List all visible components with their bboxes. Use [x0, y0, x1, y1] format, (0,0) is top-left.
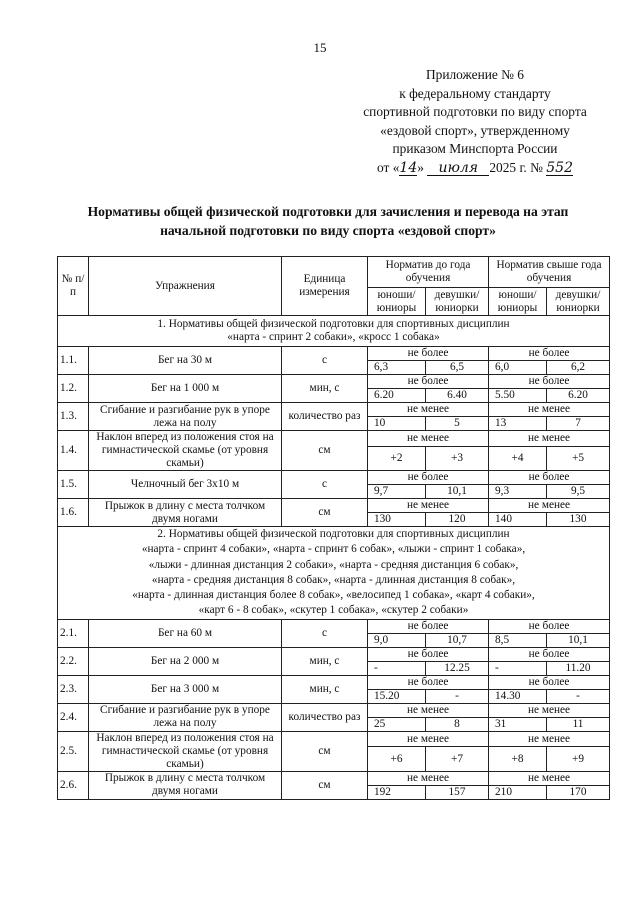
section-title-line: «нарта - длинная дистанция более 8 собак», «велосипед 1 собака», «карт 4 собаки»,	[132, 589, 535, 602]
unit-cell: см	[282, 431, 368, 471]
value-cell: -	[547, 689, 610, 703]
section-title-line: 1. Нормативы общей физической подготовки для спортивных дисциплин	[157, 318, 510, 330]
value-cell: 11.20	[547, 661, 610, 675]
exercise-name: Бег на 2 000 м	[89, 647, 282, 675]
value-cell: 7	[547, 417, 610, 431]
value-cell: 192	[368, 785, 426, 799]
condition-up-to-year: не более	[368, 619, 489, 633]
table-row	[58, 675, 610, 689]
page-number: 15	[313, 40, 327, 55]
unit-cell: с	[282, 347, 368, 375]
exercise-name: Наклон вперед из положения стоя на гимнастической скамье (от уровня скамьи)	[89, 431, 282, 471]
table-row	[58, 403, 610, 417]
table-row	[58, 375, 610, 389]
row-number: 2.5.	[58, 731, 89, 771]
condition-over-year: не более	[489, 619, 610, 633]
value-cell: 11	[547, 717, 610, 731]
table-row	[58, 771, 610, 785]
row-number: 2.1.	[58, 619, 89, 647]
table-row	[58, 471, 610, 485]
condition-up-to-year: не менее	[368, 431, 489, 447]
appendix-line: спортивной подготовки по виду спорта	[363, 104, 587, 120]
value-cell: 10	[368, 417, 426, 431]
header-boys: юноши/ юниоры	[489, 288, 547, 316]
value-cell: +9	[547, 747, 610, 771]
row-number: 2.4.	[58, 703, 89, 731]
value-cell: 210	[489, 785, 547, 799]
condition-up-to-year: не более	[368, 375, 489, 389]
handwritten-month: июля	[427, 161, 489, 176]
condition-over-year: не менее	[489, 731, 610, 747]
condition-over-year: не менее	[489, 703, 610, 717]
appendix-block	[330, 66, 620, 178]
row-number: 1.4.	[58, 431, 89, 471]
row-number: 1.2.	[58, 375, 89, 403]
order-year: 2025 г. №	[489, 159, 543, 175]
value-cell: 170	[547, 785, 610, 799]
condition-over-year: не менее	[489, 431, 610, 447]
condition-up-to-year: не менее	[368, 703, 489, 717]
condition-over-year: не менее	[489, 499, 610, 513]
header-up-to-year: Норматив до года обучения	[368, 257, 489, 288]
table-header-row	[58, 257, 610, 288]
table-row	[58, 619, 610, 633]
section-title	[58, 316, 610, 347]
section-title-line: «лыжи - длинная дистанция 2 собаки», «нарта - средняя дистанция 6 собак»,	[148, 558, 519, 571]
value-cell: 10,1	[426, 485, 489, 499]
value-cell: 130	[547, 513, 610, 527]
exercise-name: Наклон вперед из положения стоя на гимнастической скамье (от уровня скамьи)	[89, 731, 282, 771]
value-cell: 120	[426, 513, 489, 527]
section-title-line: 2. Нормативы общей физической подготовки для спортивных дисциплин	[157, 528, 510, 540]
value-cell: +6	[368, 747, 426, 771]
value-cell: 140	[489, 513, 547, 527]
value-cell: 5	[426, 417, 489, 431]
condition-up-to-year: не менее	[368, 403, 489, 417]
row-number: 2.2.	[58, 647, 89, 675]
value-cell: -	[489, 661, 547, 675]
document-title	[40, 202, 616, 240]
row-number: 2.3.	[58, 675, 89, 703]
table-row	[58, 731, 610, 747]
value-cell: +5	[547, 446, 610, 470]
exercise-name: Сгибание и разгибание рук в упоре лежа на полу	[89, 703, 282, 731]
value-cell: 25	[368, 717, 426, 731]
exercise-name: Бег на 3 000 м	[89, 675, 282, 703]
value-cell: 9,7	[368, 485, 426, 499]
unit-cell: мин, с	[282, 675, 368, 703]
row-number: 1.1.	[58, 347, 89, 375]
section-header-row	[58, 527, 610, 620]
exercise-name: Прыжок в длину с места толчком двумя ногами	[89, 499, 282, 527]
value-cell: 15.20	[368, 689, 426, 703]
condition-over-year: не более	[489, 647, 610, 661]
date-mid: »	[417, 159, 424, 175]
condition-up-to-year: не более	[368, 471, 489, 485]
value-cell: +7	[426, 747, 489, 771]
unit-cell: с	[282, 619, 368, 647]
section-title-line: «карт 6 - 8 собак», «скутер 1 собака», «скутер 2 собаки»	[198, 604, 469, 617]
value-cell: 10,7	[426, 633, 489, 647]
condition-over-year: не более	[489, 347, 610, 361]
unit-cell: мин, с	[282, 647, 368, 675]
section-title-line: «нарта - спринт 2 собаки», «кросс 1 собака»	[227, 331, 440, 343]
condition-up-to-year: не более	[368, 647, 489, 661]
value-cell: 6.40	[426, 389, 489, 403]
unit-cell: количество раз	[282, 703, 368, 731]
condition-up-to-year: не менее	[368, 499, 489, 513]
table-row	[58, 347, 610, 361]
unit-cell: см	[282, 731, 368, 771]
value-cell: 5.50	[489, 389, 547, 403]
exercise-name: Сгибание и разгибание рук в упоре лежа на полу	[89, 403, 282, 431]
section-title	[58, 527, 610, 620]
condition-up-to-year: не менее	[368, 731, 489, 747]
header-over-year: Норматив свыше года обучения	[489, 257, 610, 288]
title-line: Нормативы общей физической подготовки для зачисления и перевода на этап	[87, 204, 569, 219]
unit-cell: см	[282, 771, 368, 799]
value-cell: +8	[489, 747, 547, 771]
appendix-line: Приложение № 6	[425, 67, 525, 82]
value-cell: 8	[426, 717, 489, 731]
norms-table	[57, 256, 610, 800]
condition-over-year: не более	[489, 675, 610, 689]
value-cell: +4	[489, 446, 547, 470]
value-cell: 9,3	[489, 485, 547, 499]
value-cell: 6.20	[368, 389, 426, 403]
row-number: 1.6.	[58, 499, 89, 527]
condition-up-to-year: не более	[368, 347, 489, 361]
row-number: 1.5.	[58, 471, 89, 499]
condition-over-year: не более	[489, 375, 610, 389]
condition-over-year: не менее	[489, 403, 610, 417]
title-line: начальной подготовки по виду спорта «ездовой спорт»	[160, 223, 496, 238]
handwritten-order-number: 552	[546, 159, 573, 176]
value-cell: 12.25	[426, 661, 489, 675]
unit-cell: см	[282, 499, 368, 527]
value-cell: 6,3	[368, 361, 426, 375]
appendix-line: к федеральному стандарту	[399, 85, 551, 101]
date-prefix: от «	[377, 159, 400, 175]
value-cell: +2	[368, 446, 426, 470]
header-girls: девушки/ юниорки	[547, 288, 610, 316]
condition-over-year: не менее	[489, 771, 610, 785]
appendix-line: приказом Минспорта России	[392, 141, 558, 157]
value-cell: 8,5	[489, 633, 547, 647]
value-cell: 6.20	[547, 389, 610, 403]
row-number: 1.3.	[58, 403, 89, 431]
table-row	[58, 431, 610, 447]
table-row	[58, 703, 610, 717]
unit-cell: с	[282, 471, 368, 499]
section-header-row	[58, 316, 610, 347]
value-cell: -	[426, 689, 489, 703]
header-exercise: Упражнения	[89, 257, 282, 316]
value-cell: 10,1	[547, 633, 610, 647]
value-cell: 157	[426, 785, 489, 799]
value-cell: 13	[489, 417, 547, 431]
value-cell: 6,2	[547, 361, 610, 375]
value-cell: 6,0	[489, 361, 547, 375]
header-number: № п/п	[58, 257, 89, 316]
value-cell: -	[368, 661, 426, 675]
value-cell: +3	[426, 446, 489, 470]
header-unit: Единица измерения	[282, 257, 368, 316]
value-cell: 9,5	[547, 485, 610, 499]
exercise-name: Бег на 60 м	[89, 619, 282, 647]
condition-up-to-year: не менее	[368, 771, 489, 785]
appendix-line: «ездовой спорт», утвержденному	[380, 122, 570, 138]
header-girls: девушки/ юниорки	[426, 288, 489, 316]
table-row	[58, 499, 610, 513]
order-date-line	[330, 159, 620, 178]
value-cell: 14.30	[489, 689, 547, 703]
value-cell: 130	[368, 513, 426, 527]
value-cell: 6,5	[426, 361, 489, 375]
exercise-name: Бег на 1 000 м	[89, 375, 282, 403]
table-row	[58, 647, 610, 661]
row-number: 2.6.	[58, 771, 89, 799]
condition-over-year: не более	[489, 471, 610, 485]
exercise-name: Челночный бег 3х10 м	[89, 471, 282, 499]
unit-cell: мин, с	[282, 375, 368, 403]
condition-up-to-year: не более	[368, 675, 489, 689]
exercise-name: Прыжок в длину с места толчком двумя ногами	[89, 771, 282, 799]
exercise-name: Бег на 30 м	[89, 347, 282, 375]
value-cell: 9,0	[368, 633, 426, 647]
handwritten-day: 14	[399, 159, 418, 176]
section-title-line: «нарта - спринт 4 собаки», «нарта - спринт 6 собак», «лыжи - спринт 1 собака»,	[141, 543, 526, 556]
header-boys: юноши/ юниоры	[368, 288, 426, 316]
unit-cell: количество раз	[282, 403, 368, 431]
section-title-line: «нарта - средняя дистанция 8 собак», «нарта - длинная дистанция 8 собак»,	[151, 573, 516, 586]
value-cell: 31	[489, 717, 547, 731]
